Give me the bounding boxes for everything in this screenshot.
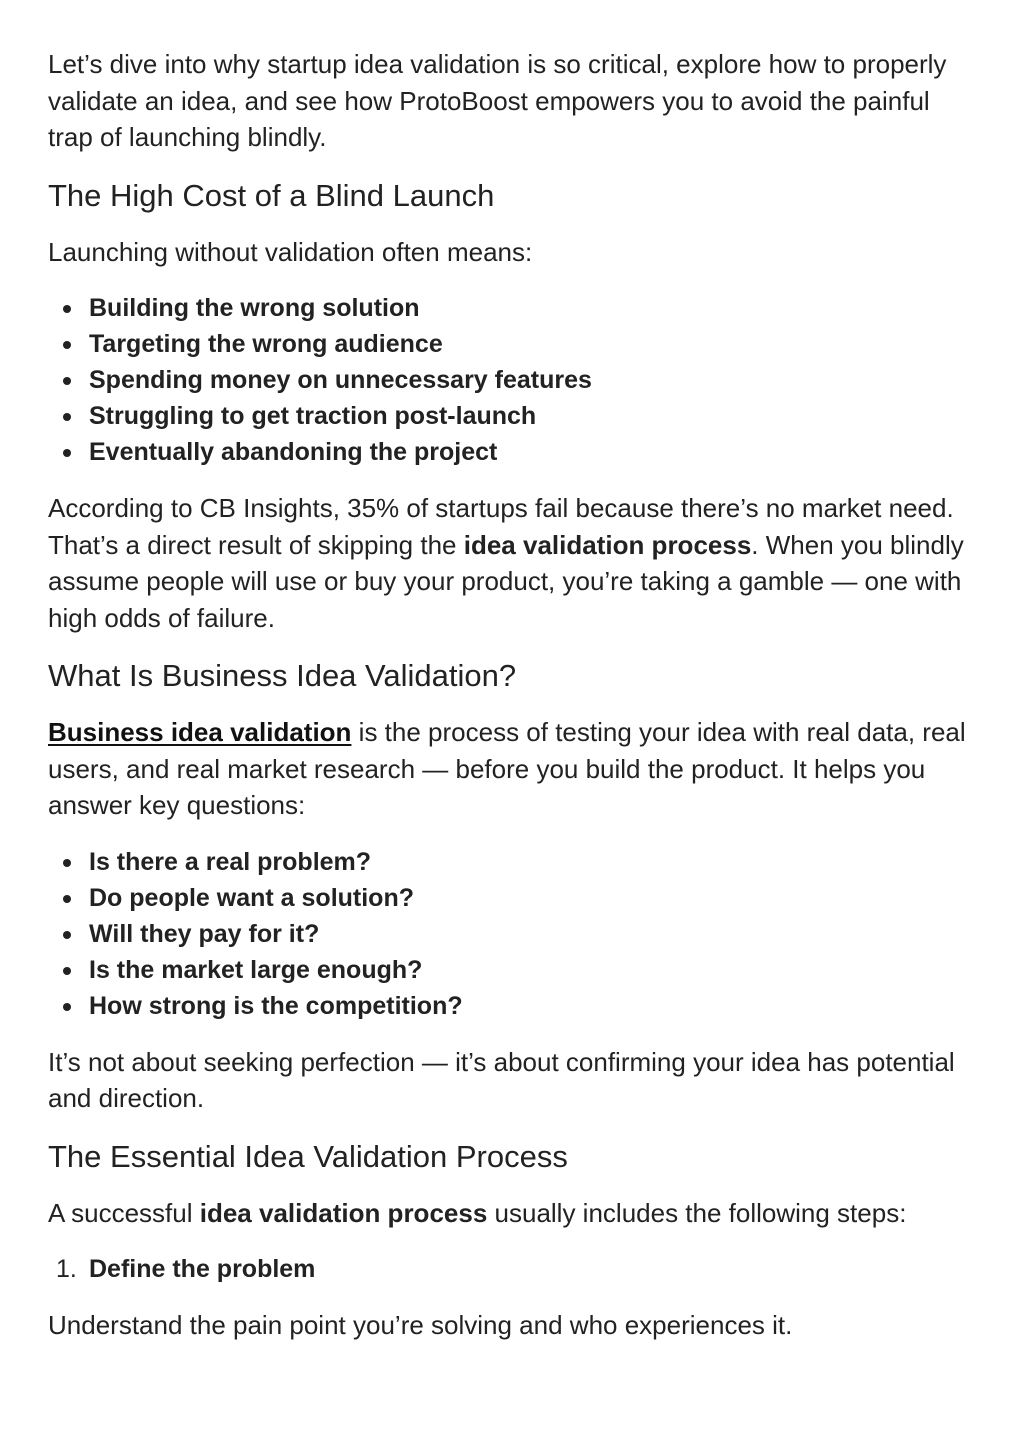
bold-phrase: idea validation process — [463, 529, 752, 560]
list-item: Struggling to get traction post-launch — [48, 398, 978, 434]
list-item: Spending money on unnecessary features — [48, 362, 978, 398]
bold-phrase: idea validation process — [199, 1197, 488, 1228]
list-item: Do people want a solution? — [48, 880, 978, 916]
list-item: Will they pay for it? — [48, 916, 978, 952]
list-item: Eventually abandoning the project — [48, 434, 978, 470]
step-title: Define the problem — [89, 1255, 316, 1283]
business-idea-validation-link[interactable]: Business idea validation — [48, 717, 352, 747]
blind-launch-lead: Launching without validation often means: — [48, 236, 533, 267]
key-questions-list — [48, 844, 978, 1024]
blind-launch-list — [48, 290, 978, 470]
list-item: Targeting the wrong audience — [48, 326, 978, 362]
list-item: Is the market large enough? — [48, 952, 978, 988]
process-lead: A successful idea validation process usually includes the following steps: — [48, 1197, 907, 1228]
definition-paragraph: Business idea validation is the process of testing your idea with real data, real users, and real market research — before you build the product. It helps you answer key questions: — [48, 717, 966, 820]
section-heading-process: The Essential Idea Validation Process — [48, 1138, 568, 1174]
list-item: How strong is the competition? — [48, 988, 978, 1024]
closing-paragraph: It’s not about seeking perfection — it’s about confirming your idea has potential and direction. — [48, 1046, 955, 1113]
list-item: Is there a real problem? — [48, 844, 978, 880]
section-heading-what-is: What Is Business Idea Validation? — [48, 658, 517, 693]
list-item — [48, 1251, 978, 1287]
intro-paragraph: Let’s dive into why startup idea validation is so critical, explore how to properly validate an idea, and see how ProtoBoost empowers you to avoid the painful trap of launching blindly. — [48, 49, 947, 152]
article-body — [48, 46, 978, 1344]
list-item: Building the wrong solution — [48, 290, 978, 326]
process-steps-list — [48, 1251, 978, 1287]
step-description: Understand the pain point you’re solving and who experiences it. — [48, 1310, 793, 1340]
section-heading-blind-launch: The High Cost of a Blind Launch — [48, 177, 495, 213]
step-number: 1. — [56, 1255, 77, 1283]
cb-insights-paragraph: According to CB Insights, 35% of startups fail because there’s no market need. That’s a direct result of skipping the idea validation process. When you blindly assume people will use or buy your product, you’re taking a gamble — one with high odds of failure. — [48, 493, 964, 633]
